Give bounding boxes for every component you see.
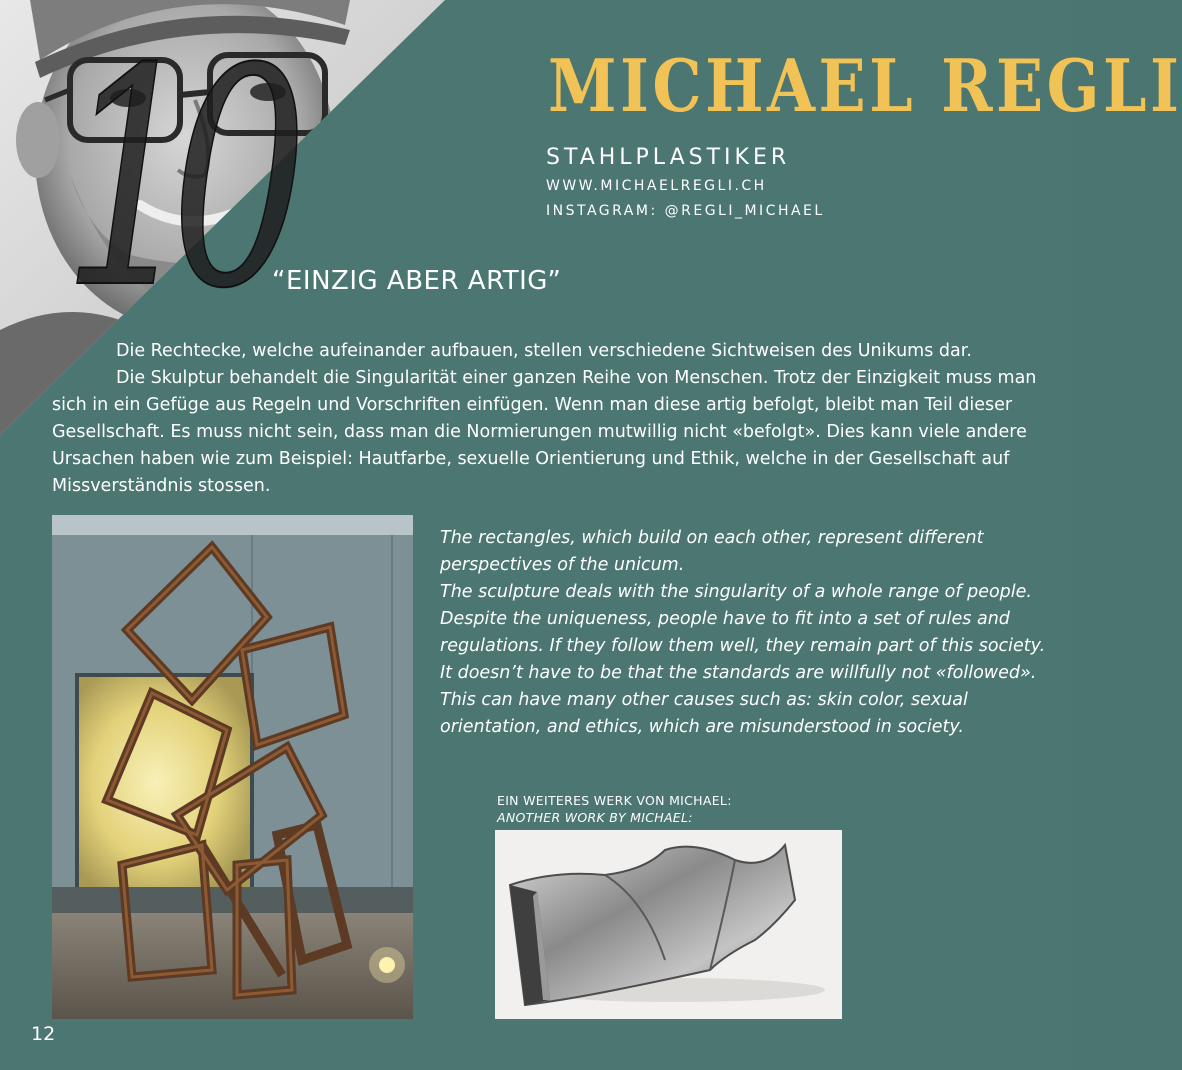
german-paragraph: Die Rechtecke, welche aufeinander aufbauen, stellen verschiedene Sichtweisen des Unikums dar.	[116, 341, 972, 361]
work-title: “EINZIG ABER ARTIG”	[272, 266, 562, 296]
another-work-label-de: EIN WEITERES WERK VON MICHAEL:	[497, 793, 732, 808]
profession: STAHLPLASTIKER	[546, 145, 791, 170]
english-description	[440, 525, 1060, 741]
website-link[interactable]: WWW.MICHAELREGLI.CH	[546, 178, 767, 194]
another-work-caption	[497, 792, 732, 826]
artist-name: MICHAEL REGLI	[548, 43, 1182, 128]
german-description	[52, 338, 1037, 500]
second-sculpture-photo	[495, 830, 842, 1019]
english-paragraph: The sculpture deals with the singularity of a whole range of people. Despite the uniqueness, people have to fit into a set of rules and regulations. If they follow them well, they remain part of this society.	[440, 582, 1046, 656]
page-number: 12	[31, 1023, 56, 1045]
german-paragraph: Die Skulptur behandelt die Singularität einer ganzen Reihe von Menschen. Trotz der Einzigkeit muss man sich in ein Gefüge aus Regeln und Vorschriften einfügen. Wenn man diese artig befolgt, bleibt man Teil dieser Gesellschaft. Es muss nicht sein, dass man die Normierungen mutwillig nicht «befolgt». Dies kann viele andere Ursachen haben wie zum Beispiel: Hautfarbe, sexuelle Orientierung und Ethik, welche in der Gesellschaft auf Missverständnis stossen.	[52, 368, 1037, 496]
english-paragraph: The rectangles, which build on each other, represent different perspectives of the unicum.	[440, 528, 984, 575]
english-paragraph: It doesn’t have to be that the standards are willfully not «followed». This can have many other causes such as: skin color, sexual orientation, and ethics, which are misunderstood in society.	[440, 663, 1037, 737]
instagram-handle[interactable]: INSTAGRAM: @REGLI_MICHAEL	[546, 203, 825, 219]
sculpture-photo	[52, 515, 413, 1019]
artist-number: 10	[62, 5, 280, 354]
another-work-label-en: ANOTHER WORK BY MICHAEL:	[497, 810, 693, 825]
